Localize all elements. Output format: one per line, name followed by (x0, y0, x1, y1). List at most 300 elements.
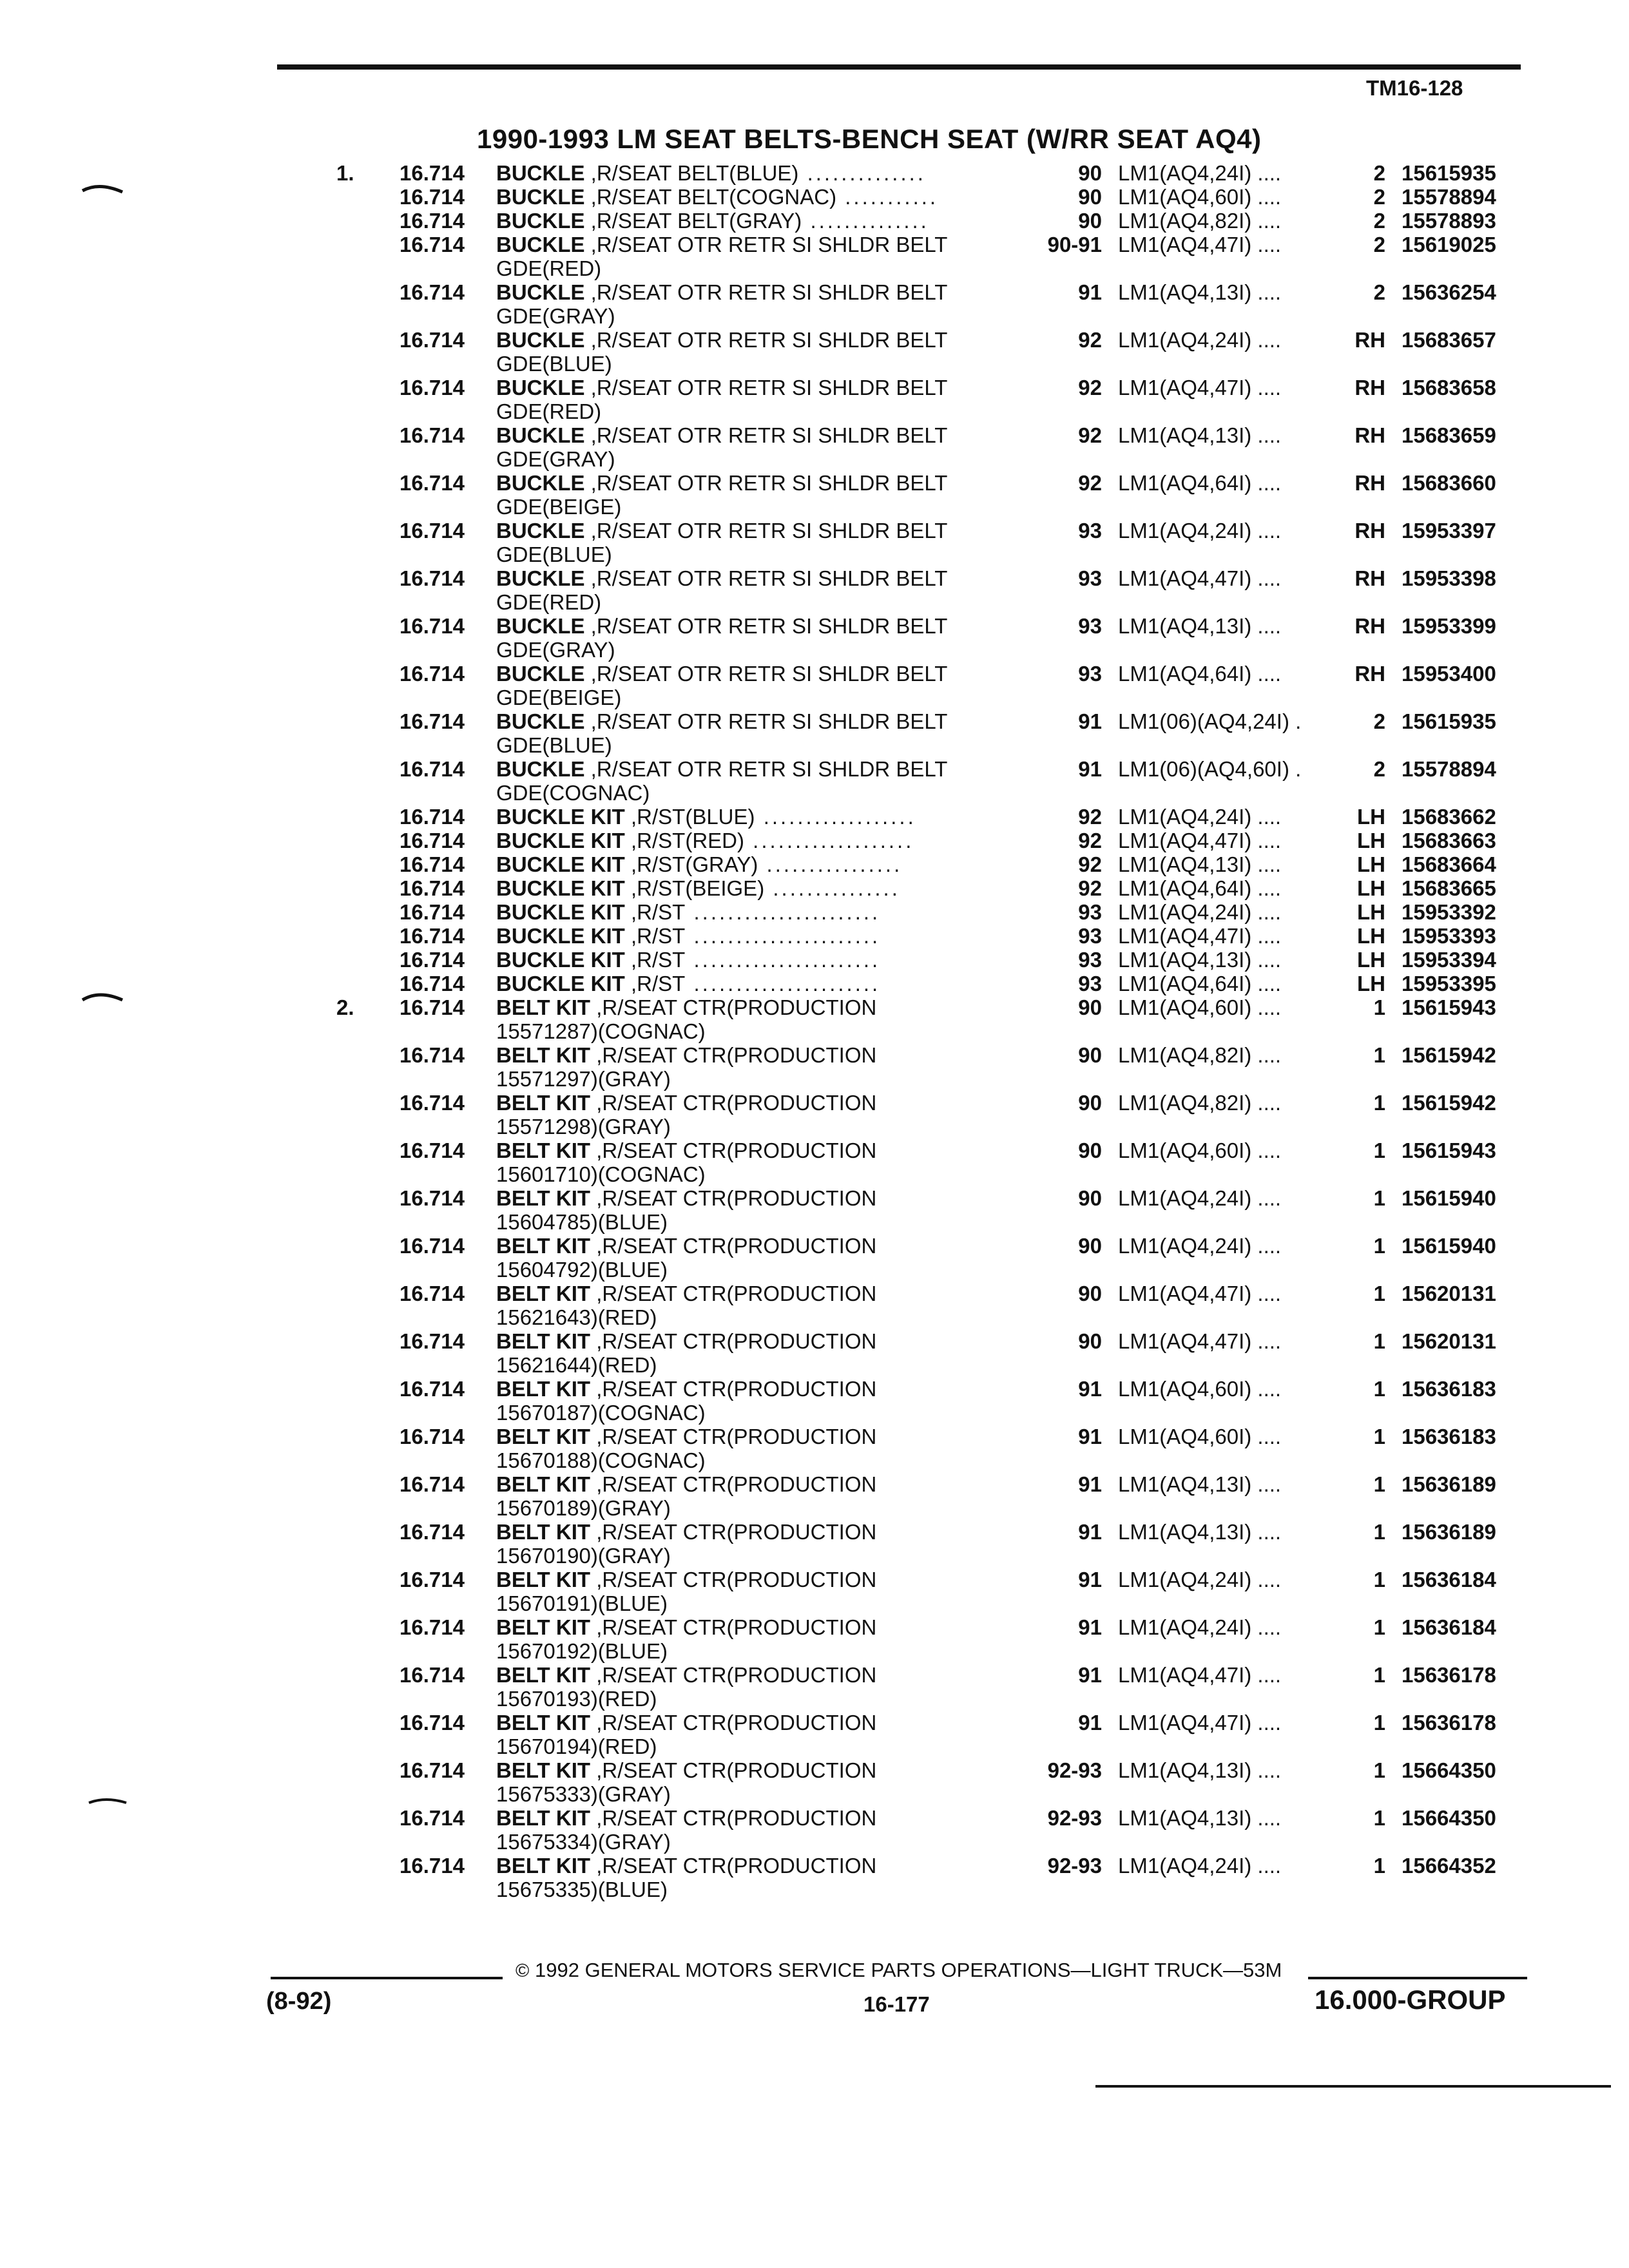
part-number: 15615940 (1402, 1186, 1496, 1210)
part-detail: ,R/SEAT CTR(PRODUCTION (590, 1329, 877, 1353)
model-usage: LM1(AQ4,47I) .... (1118, 1663, 1282, 1687)
model-year: 92 (1078, 471, 1102, 495)
quantity: 1 (1373, 1472, 1385, 1496)
part-detail: ,R/SEAT CTR(PRODUCTION (590, 1568, 877, 1591)
model-year: 92 (1078, 876, 1102, 900)
part-detail: ,R/SEAT CTR(PRODUCTION (590, 1520, 877, 1544)
group-number: 16.714 (400, 924, 465, 948)
part-detail: ,R/SEAT OTR RETR SI SHLDR BELT (584, 662, 948, 686)
quantity: LH (1357, 924, 1385, 948)
model-year: 92 (1078, 805, 1102, 829)
model-usage: LM1(AQ4,60I) .... (1118, 1425, 1282, 1448)
part-number: 15683663 (1402, 829, 1496, 852)
part-number: 15953393 (1402, 924, 1496, 948)
model-year: 92 (1078, 829, 1102, 852)
part-number: 15619025 (1402, 233, 1496, 256)
part-description-continued: GDE(COGNAC) (496, 781, 650, 805)
part-name: BELT KIT (496, 1854, 591, 1878)
model-usage: LM1(AQ4,13I) .... (1118, 614, 1282, 638)
model-usage: LM1(AQ4,47I) .... (1118, 1329, 1282, 1353)
part-number: 15636183 (1402, 1377, 1496, 1401)
part-description-continued: 15675334)(GRAY) (496, 1830, 671, 1854)
part-number: 15683664 (1402, 852, 1496, 876)
part-detail: ,R/ST (624, 900, 686, 924)
model-usage: LM1(AQ4,13I) .... (1118, 948, 1282, 972)
model-year: 90 (1078, 1282, 1102, 1305)
bottom-rule (1095, 2085, 1611, 2088)
part-name: BELT KIT (496, 1520, 591, 1544)
quantity: 1 (1373, 1282, 1385, 1305)
part-number: 15615935 (1402, 161, 1496, 185)
part-description-continued: GDE(RED) (496, 256, 602, 280)
part-name: BUCKLE KIT (496, 876, 625, 900)
doc-code: TM16-128 (1366, 76, 1463, 100)
part-description-continued: 15675335)(BLUE) (496, 1878, 668, 1901)
leader-dots: ............... (764, 876, 900, 900)
part-name: BUCKLE KIT (496, 805, 625, 829)
model-year: 90 (1078, 995, 1102, 1019)
part-number: 15636178 (1402, 1711, 1496, 1735)
group-number: 16.714 (400, 876, 465, 900)
part-number: 15664350 (1402, 1758, 1496, 1782)
part-name: BUCKLE KIT (496, 829, 625, 852)
part-detail: ,R/ST (624, 924, 686, 948)
page-number: 16-177 (863, 1992, 930, 2016)
model-usage: LM1(AQ4,60I) .... (1118, 185, 1282, 209)
part-number: 15636183 (1402, 1425, 1496, 1448)
part-name: BUCKLE (496, 328, 585, 352)
model-year: 93 (1078, 519, 1102, 543)
part-description-continued: 15571287)(COGNAC) (496, 1019, 706, 1043)
model-year: 91 (1078, 1711, 1102, 1735)
part-name: BELT KIT (496, 1711, 591, 1735)
model-year: 93 (1078, 924, 1102, 948)
part-name: BELT KIT (496, 1091, 591, 1115)
part-number: 15683660 (1402, 471, 1496, 495)
group-number: 16.714 (400, 1472, 465, 1496)
model-usage: LM1(AQ4,47I) .... (1118, 233, 1282, 256)
part-number: 15615942 (1402, 1043, 1496, 1067)
leader-dots: .................. (755, 805, 916, 829)
group-number: 16.714 (400, 1568, 465, 1591)
leader-dots: .............. (798, 161, 926, 185)
part-number: 15578894 (1402, 185, 1496, 209)
quantity: 1 (1373, 1234, 1385, 1258)
group-number: 16.714 (400, 376, 465, 399)
part-name: BELT KIT (496, 1758, 591, 1782)
model-year: 90 (1078, 209, 1102, 233)
part-description-continued: 15670190)(GRAY) (496, 1544, 671, 1568)
model-usage: LM1(AQ4,24I) .... (1118, 1615, 1282, 1639)
part-name: BELT KIT (496, 1377, 591, 1401)
model-year: 91 (1078, 280, 1102, 304)
group-number: 16.714 (400, 948, 465, 972)
part-detail: ,R/SEAT CTR(PRODUCTION (590, 1234, 877, 1258)
part-number: 15620131 (1402, 1329, 1496, 1353)
model-usage: LM1(AQ4,24I) .... (1118, 1854, 1282, 1878)
part-description-continued: 15670192)(BLUE) (496, 1639, 668, 1663)
quantity: LH (1357, 805, 1385, 829)
model-year: 93 (1078, 972, 1102, 995)
part-description-continued: 15601710)(COGNAC) (496, 1162, 706, 1186)
part-name: BELT KIT (496, 1234, 591, 1258)
quantity: RH (1354, 662, 1385, 686)
part-number: 15953400 (1402, 662, 1496, 686)
quantity: 1 (1373, 1139, 1385, 1162)
quantity: LH (1357, 900, 1385, 924)
quantity: LH (1357, 829, 1385, 852)
part-description-continued: GDE(BLUE) (496, 733, 612, 757)
part-number: 15636254 (1402, 280, 1496, 304)
part-name: BELT KIT (496, 1663, 591, 1687)
group-number: 16.714 (400, 1758, 465, 1782)
quantity: 1 (1373, 1520, 1385, 1544)
model-usage: LM1(AQ4,47I) .... (1118, 376, 1282, 399)
model-year: 90 (1078, 1043, 1102, 1067)
model-usage: LM1(AQ4,60I) .... (1118, 1377, 1282, 1401)
quantity: RH (1354, 471, 1385, 495)
quantity: 1 (1373, 1663, 1385, 1687)
part-description-continued: 15670194)(RED) (496, 1735, 657, 1758)
part-number: 15615942 (1402, 1091, 1496, 1115)
group-number: 16.714 (400, 1091, 465, 1115)
group-number: 16.714 (400, 1186, 465, 1210)
part-name: BUCKLE (496, 709, 585, 733)
part-description-continued: GDE(RED) (496, 399, 602, 423)
part-description-continued: GDE(RED) (496, 590, 602, 614)
part-number: 15615940 (1402, 1234, 1496, 1258)
part-number: 15953395 (1402, 972, 1496, 995)
model-year: 92-93 (1047, 1854, 1102, 1878)
part-description-continued: 15621644)(RED) (496, 1353, 657, 1377)
part-number: 15683658 (1402, 376, 1496, 399)
copyright-symbol: © (516, 1961, 530, 1981)
model-year: 90-91 (1047, 233, 1102, 256)
model-usage: LM1(AQ4,24I) .... (1118, 1234, 1282, 1258)
part-name: BUCKLE KIT (496, 972, 625, 995)
part-number: 15953392 (1402, 900, 1496, 924)
model-usage: LM1(06)(AQ4,24I) . (1118, 709, 1302, 733)
part-name: BELT KIT (496, 1615, 591, 1639)
part-detail: ,R/SEAT BELT(COGNAC) (584, 185, 837, 209)
model-year: 91 (1078, 709, 1102, 733)
leader-dots: ...................... (685, 924, 881, 948)
model-year: 92 (1078, 852, 1102, 876)
model-year: 90 (1078, 1186, 1102, 1210)
part-detail: ,R/SEAT CTR(PRODUCTION (590, 1663, 877, 1687)
part-detail: ,R/SEAT OTR RETR SI SHLDR BELT (584, 566, 948, 590)
model-usage: LM1(AQ4,13I) .... (1118, 1472, 1282, 1496)
group-number: 16.714 (400, 1663, 465, 1687)
part-detail: ,R/SEAT CTR(PRODUCTION (590, 1186, 877, 1210)
quantity: 2 (1373, 233, 1385, 256)
part-detail: ,R/SEAT CTR(PRODUCTION (590, 1282, 877, 1305)
quantity: 1 (1373, 1806, 1385, 1830)
model-usage: LM1(AQ4,47I) .... (1118, 829, 1282, 852)
part-description-continued: GDE(GRAY) (496, 447, 615, 471)
model-year: 91 (1078, 1520, 1102, 1544)
group-number: 16.714 (400, 1043, 465, 1067)
model-usage: LM1(AQ4,47I) .... (1118, 924, 1282, 948)
part-name: BELT KIT (496, 1425, 591, 1448)
part-number: 15615935 (1402, 709, 1496, 733)
group-number: 16.714 (400, 519, 465, 543)
group-number: 16.714 (400, 662, 465, 686)
model-year: 92-93 (1047, 1806, 1102, 1830)
top-rule (277, 64, 1521, 70)
model-year: 92-93 (1047, 1758, 1102, 1782)
part-name: BUCKLE (496, 161, 585, 185)
part-detail: ,R/SEAT CTR(PRODUCTION (590, 1043, 877, 1067)
part-description-continued: GDE(BLUE) (496, 543, 612, 566)
part-number: 15578893 (1402, 209, 1496, 233)
part-number: 15636184 (1402, 1615, 1496, 1639)
part-description-continued: 15621643)(RED) (496, 1305, 657, 1329)
part-description-continued: GDE(GRAY) (496, 638, 615, 662)
part-detail: ,R/SEAT OTR RETR SI SHLDR BELT (584, 614, 948, 638)
quantity: 1 (1373, 1568, 1385, 1591)
part-detail: ,R/SEAT CTR(PRODUCTION (590, 1091, 877, 1115)
part-detail: ,R/ST(BEIGE) (624, 876, 765, 900)
group-number: 16.714 (400, 185, 465, 209)
part-detail: ,R/ST (624, 972, 686, 995)
part-name: BUCKLE (496, 471, 585, 495)
part-number: 15664350 (1402, 1806, 1496, 1830)
part-description-continued: GDE(BEIGE) (496, 495, 622, 519)
part-description-continued: 15670191)(BLUE) (496, 1591, 668, 1615)
part-detail: ,R/SEAT OTR RETR SI SHLDR BELT (584, 709, 948, 733)
part-name: BUCKLE (496, 614, 585, 638)
group-number: 16.714 (400, 614, 465, 638)
group-number: 16.714 (400, 161, 465, 185)
part-detail: ,R/SEAT CTR(PRODUCTION (590, 1854, 877, 1878)
model-year: 91 (1078, 1615, 1102, 1639)
model-year: 93 (1078, 662, 1102, 686)
part-name: BUCKLE (496, 209, 585, 233)
model-usage: LM1(AQ4,13I) .... (1118, 280, 1282, 304)
leader-dots: ................ (758, 852, 903, 876)
part-name: BUCKLE (496, 519, 585, 543)
part-detail: ,R/SEAT CTR(PRODUCTION (590, 1472, 877, 1496)
part-detail: ,R/SEAT OTR RETR SI SHLDR BELT (584, 423, 948, 447)
part-name: BUCKLE (496, 423, 585, 447)
quantity: 1 (1373, 1043, 1385, 1067)
part-detail: ,R/SEAT OTR RETR SI SHLDR BELT (584, 376, 948, 399)
part-description-continued: 15604792)(BLUE) (496, 1258, 668, 1282)
group-number: 16.714 (400, 233, 465, 256)
part-number: 15615943 (1402, 1139, 1496, 1162)
quantity: 1 (1373, 1758, 1385, 1782)
part-name: BELT KIT (496, 1139, 591, 1162)
model-year: 90 (1078, 185, 1102, 209)
part-name: BUCKLE KIT (496, 900, 625, 924)
part-number: 15953399 (1402, 614, 1496, 638)
quantity: 1 (1373, 995, 1385, 1019)
group-number: 16.714 (400, 209, 465, 233)
group-number: 16.714 (400, 280, 465, 304)
model-usage: LM1(AQ4,13I) .... (1118, 1758, 1282, 1782)
group-number: 16.714 (400, 1520, 465, 1544)
model-usage: LM1(AQ4,13I) .... (1118, 423, 1282, 447)
part-detail: ,R/ST(BLUE) (624, 805, 755, 829)
model-usage: LM1(AQ4,82I) .... (1118, 1091, 1282, 1115)
part-description-continued: 15604785)(BLUE) (496, 1210, 668, 1234)
part-number: 15683662 (1402, 805, 1496, 829)
part-name: BUCKLE (496, 185, 585, 209)
group-number: 16.714 (400, 852, 465, 876)
group-label: 16.000-GROUP (1315, 1984, 1506, 2015)
group-number: 16.714 (400, 1282, 465, 1305)
group-number: 16.714 (400, 1425, 465, 1448)
model-year: 91 (1078, 757, 1102, 781)
model-usage: LM1(AQ4,13I) .... (1118, 852, 1282, 876)
part-description-continued: 15670189)(GRAY) (496, 1496, 671, 1520)
group-number: 16.714 (400, 471, 465, 495)
part-name: BELT KIT (496, 1568, 591, 1591)
footer-copyright (516, 1959, 1282, 1982)
model-year: 93 (1078, 566, 1102, 590)
quantity: RH (1354, 519, 1385, 543)
model-usage: LM1(AQ4,64I) .... (1118, 471, 1282, 495)
part-description-continued: 15670193)(RED) (496, 1687, 657, 1711)
model-usage: LM1(AQ4,24I) .... (1118, 328, 1282, 352)
part-number: 15664352 (1402, 1854, 1496, 1878)
quantity: 2 (1373, 161, 1385, 185)
quantity: 1 (1373, 1711, 1385, 1735)
model-year: 91 (1078, 1472, 1102, 1496)
part-detail: ,R/SEAT OTR RETR SI SHLDR BELT (584, 233, 948, 256)
quantity: LH (1357, 972, 1385, 995)
model-year: 90 (1078, 1139, 1102, 1162)
part-description-continued: GDE(BEIGE) (496, 686, 622, 709)
group-number: 16.714 (400, 900, 465, 924)
model-usage: LM1(AQ4,24I) .... (1118, 519, 1282, 543)
model-year: 90 (1078, 161, 1102, 185)
quantity: RH (1354, 566, 1385, 590)
model-usage: LM1(AQ4,64I) .... (1118, 876, 1282, 900)
quantity: 1 (1373, 1377, 1385, 1401)
group-number: 16.714 (400, 1711, 465, 1735)
quantity: RH (1354, 328, 1385, 352)
quantity: RH (1354, 423, 1385, 447)
part-detail: ,R/SEAT OTR RETR SI SHLDR BELT (584, 280, 948, 304)
part-description-continued: GDE(GRAY) (496, 304, 615, 328)
part-name: BUCKLE (496, 376, 585, 399)
footer-rule (1308, 1977, 1527, 1979)
part-description-continued: 15675333)(GRAY) (496, 1782, 671, 1806)
part-detail: ,R/SEAT CTR(PRODUCTION (590, 1711, 877, 1735)
quantity: 1 (1373, 1615, 1385, 1639)
group-number: 16.714 (400, 1329, 465, 1353)
part-number: 15636184 (1402, 1568, 1496, 1591)
copyright-text: 1992 GENERAL MOTORS SERVICE PARTS OPERATIONS—LIGHT TRUCK—53M (535, 1959, 1282, 1981)
part-name: BUCKLE (496, 662, 585, 686)
part-number: 15636178 (1402, 1663, 1496, 1687)
part-description-continued: 15670187)(COGNAC) (496, 1401, 706, 1425)
model-usage: LM1(AQ4,24I) .... (1118, 161, 1282, 185)
model-year: 90 (1078, 1329, 1102, 1353)
part-number: 15620131 (1402, 1282, 1496, 1305)
group-number: 16.714 (400, 1234, 465, 1258)
model-usage: LM1(AQ4,24I) .... (1118, 805, 1282, 829)
model-usage: LM1(AQ4,24I) .... (1118, 1568, 1282, 1591)
model-year: 93 (1078, 900, 1102, 924)
model-usage: LM1(AQ4,47I) .... (1118, 1282, 1282, 1305)
group-number: 16.714 (400, 805, 465, 829)
leader-dots: ...................... (685, 900, 881, 924)
part-number: 15683665 (1402, 876, 1496, 900)
quantity: 2 (1373, 209, 1385, 233)
part-description-continued: 15571298)(GRAY) (496, 1115, 671, 1139)
part-detail: ,R/SEAT CTR(PRODUCTION (590, 1139, 877, 1162)
part-number: 15636189 (1402, 1472, 1496, 1496)
part-detail: ,R/SEAT CTR(PRODUCTION (590, 1425, 877, 1448)
leader-dots: ........... (836, 185, 939, 209)
model-year: 93 (1078, 614, 1102, 638)
group-number: 16.714 (400, 972, 465, 995)
group-number: 16.714 (400, 1806, 465, 1830)
item-number: 2. (336, 995, 354, 1019)
leader-dots: ................... (744, 829, 914, 852)
part-name: BELT KIT (496, 1329, 591, 1353)
quantity: 1 (1373, 1854, 1385, 1878)
part-name: BELT KIT (496, 1806, 591, 1830)
page-title: 1990-1993 LM SEAT BELTS-BENCH SEAT (W/RR SEAT AQ4) (477, 124, 1262, 154)
model-usage: LM1(AQ4,24I) .... (1118, 1186, 1282, 1210)
footer-date: (8-92) (266, 1988, 332, 2015)
quantity: 2 (1373, 185, 1385, 209)
part-name: BUCKLE KIT (496, 924, 625, 948)
model-year: 91 (1078, 1663, 1102, 1687)
part-detail: ,R/SEAT OTR RETR SI SHLDR BELT (584, 519, 948, 543)
group-number: 16.714 (400, 1139, 465, 1162)
group-number: 16.714 (400, 995, 465, 1019)
model-usage: LM1(AQ4,82I) .... (1118, 209, 1282, 233)
part-detail: ,R/SEAT BELT(GRAY) (584, 209, 802, 233)
model-year: 92 (1078, 328, 1102, 352)
model-usage: LM1(06)(AQ4,60I) . (1118, 757, 1302, 781)
part-name: BUCKLE (496, 280, 585, 304)
group-number: 16.714 (400, 1377, 465, 1401)
part-detail: ,R/ST (624, 948, 686, 972)
group-number: 16.714 (400, 566, 465, 590)
quantity: 1 (1373, 1091, 1385, 1115)
model-year: 92 (1078, 376, 1102, 399)
part-number: 15683659 (1402, 423, 1496, 447)
part-name: BUCKLE KIT (496, 852, 625, 876)
group-number: 16.714 (400, 328, 465, 352)
model-usage: LM1(AQ4,60I) .... (1118, 995, 1282, 1019)
quantity: RH (1354, 376, 1385, 399)
quantity: 1 (1373, 1329, 1385, 1353)
part-number: 15953398 (1402, 566, 1496, 590)
model-usage: LM1(AQ4,82I) .... (1118, 1043, 1282, 1067)
quantity: 2 (1373, 280, 1385, 304)
part-number: 15636189 (1402, 1520, 1496, 1544)
quantity: 1 (1373, 1425, 1385, 1448)
part-name: BELT KIT (496, 995, 591, 1019)
model-usage: LM1(AQ4,47I) .... (1118, 566, 1282, 590)
part-name: BELT KIT (496, 1043, 591, 1067)
quantity: RH (1354, 614, 1385, 638)
part-name: BUCKLE KIT (496, 948, 625, 972)
group-number: 16.714 (400, 1854, 465, 1878)
part-detail: ,R/SEAT CTR(PRODUCTION (590, 1377, 877, 1401)
leader-dots: ...................... (685, 972, 881, 995)
part-detail: ,R/SEAT OTR RETR SI SHLDR BELT (584, 471, 948, 495)
part-description-continued: 15670188)(COGNAC) (496, 1448, 706, 1472)
group-number: 16.714 (400, 829, 465, 852)
